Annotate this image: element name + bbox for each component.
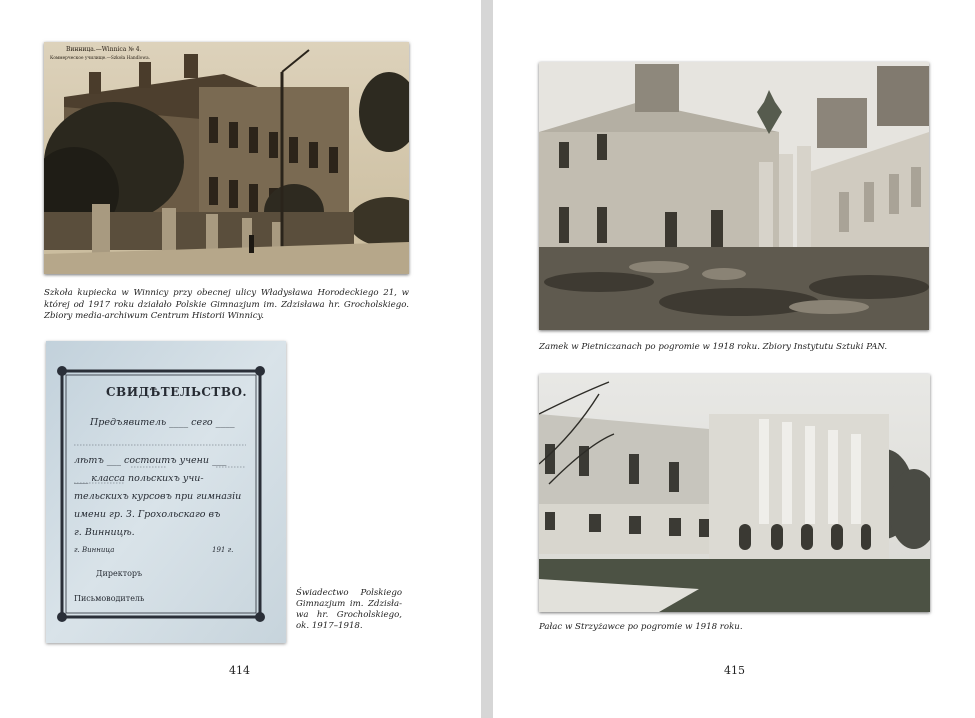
certificate-text: [46, 341, 286, 643]
photo-castle-pietniczany: [539, 62, 929, 330]
certificate-date-right: 191 г.: [212, 546, 234, 554]
certificate-date-left: г. Винница: [74, 546, 115, 554]
certificate-director: Директоръ: [96, 569, 143, 578]
certificate-line-5: тельскихъ курсовъ при гимназіи: [74, 491, 242, 502]
right-page: [493, 0, 975, 718]
caption-castle-pietniczany: Zamek w Pietniczanach po pogromie w 1918 roku. Zbiory Instytutu Sztuki PAN.: [539, 342, 888, 352]
certificate-line-4: ___ класса польскихъ учи-: [74, 473, 204, 484]
certificate-clerk: Письмоводитель: [74, 594, 145, 603]
photo-palace-strzyzawka: [539, 374, 930, 612]
caption-certificate: Świadectwo Polskiego Gimnazjum im. Zdzisła-wa hr. Grocholskiego, ok. 1917–1918.: [296, 588, 402, 631]
postcard-header-1: Винница.—Winnica № 4.: [66, 46, 142, 53]
photo-school-winnica: [44, 42, 409, 274]
certificate-line-1: Предъявитель ____ сего ____: [90, 417, 235, 428]
caption-palace-strzyzawka: Pałac w Strzyżawce po pogromie w 1918 roku.: [539, 622, 743, 632]
certificate-line-6: имени гр. З. Грохольскаго въ: [74, 509, 221, 520]
caption-school-winnica: Szkoła kupiecka w Winnicy przy obecnej ulicy Władysława Horodeckiego 21, w której od 1917 roku działało Polskie Gimnazjum im. Zdzisława hr. Grocholskiego. Zbiory media-archiwum Centrum Historii Winnicy.: [44, 288, 409, 321]
postcard-header-2: Коммерческое училище.—Szkoła Handlowa.: [50, 56, 151, 61]
left-page: [0, 0, 481, 718]
page-number-right: 415: [724, 664, 745, 677]
certificate-line-7: г. Винницѣ.: [74, 527, 135, 538]
certificate-line-3: лѣтъ ___ состоитъ учени ___: [74, 455, 227, 466]
book-gutter: [481, 0, 493, 718]
certificate-title: СВИДѢТЕЛЬСТВО.: [106, 385, 248, 399]
page-number-left: 414: [229, 664, 250, 677]
